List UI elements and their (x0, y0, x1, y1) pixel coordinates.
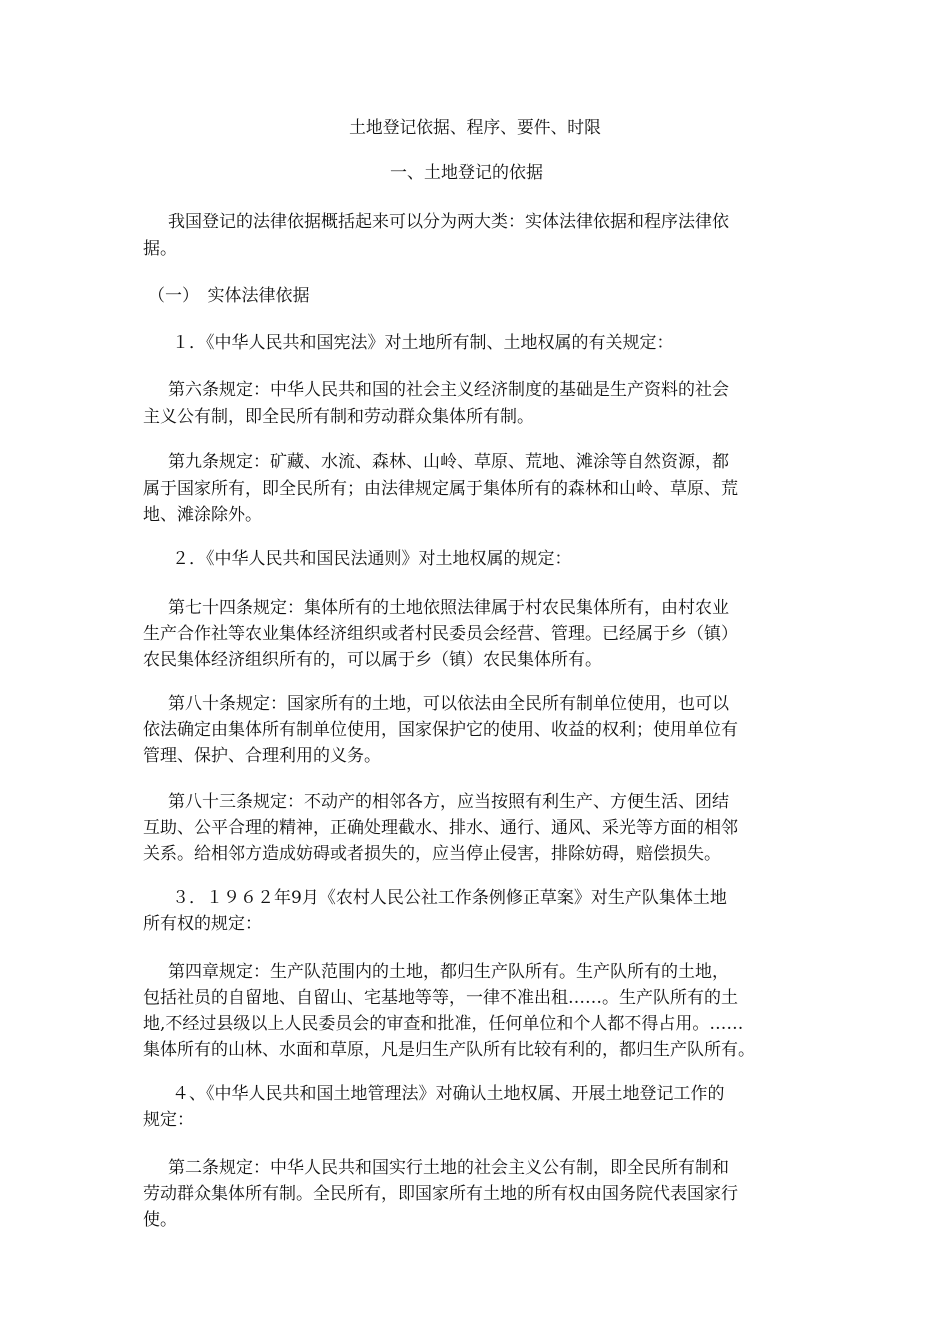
article83-line-2: 互助、公平合理的精神，正确处理截水、排水、通行、通风、采光等方面的相邻 (143, 818, 738, 838)
article2-line-2: 劳动群众集体所有制。全民所有，即国家所有土地的所有权由国务院代表国家行 (143, 1184, 738, 1204)
article6-line-2: 主义公有制，即全民所有制和劳动群众集体所有制。 (143, 407, 534, 427)
article9-line-2: 属于国家所有，即全民所有；由法律规定属于集体所有的森林和山岭、草原、荒 (143, 479, 738, 499)
article83-line-1: 第八十三条规定：不动产的相邻各方，应当按照有利生产、方便生活、团结 (168, 792, 729, 812)
section-heading: 一、土地登记的依据 (390, 163, 543, 183)
item2-heading: ２．《中华人民共和国民法通则》对土地权属的规定： (172, 549, 572, 569)
article74-line-2: 生产合作社等农业集体经济组织或者村民委员会经营、管理。已经属于乡（镇） (143, 624, 738, 644)
item3-heading-line-1: ３．１９６２年9月《农村人民公社工作条例修正草案》对生产队集体土地 (172, 888, 727, 908)
article6-line-1: 第六条规定：中华人民共和国的社会主义经济制度的基础是生产资料的社会 (168, 380, 729, 400)
intro-line-1: 我国登记的法律依据概括起来可以分为两大类：实体法律依据和程序法律依 (168, 212, 729, 232)
article80-line-2: 依法确定由集体所有制单位使用，国家保护它的使用、收益的权利；使用单位有 (143, 720, 738, 740)
article83-line-3: 关系。给相邻方造成妨碍或者损失的，应当停止侵害，排除妨碍，赔偿损失。 (143, 844, 721, 864)
intro-line-2: 据。 (143, 239, 177, 259)
subsection-heading: （一） 实体法律依据 (148, 286, 310, 306)
document-title: 土地登记依据、程序、要件、时限 (349, 117, 601, 137)
chapter4-line-2: 包括社员的自留地、自留山、宅基地等等，一律不准出租……。生产队所有的土 (143, 988, 738, 1008)
item1-heading: １．《中华人民共和国宪法》对土地所有制、土地权属的有关规定： (172, 333, 674, 353)
article74-line-3: 农民集体经济组织所有的，可以属于乡（镇）农民集体所有。 (143, 650, 602, 670)
article2-line-1: 第二条规定：中华人民共和国实行土地的社会主义公有制，即全民所有制和 (168, 1158, 729, 1178)
item4-heading-line-2: 规定： (143, 1110, 194, 1130)
article9-line-3: 地、滩涂除外。 (143, 505, 262, 525)
article2-line-3: 使。 (143, 1210, 177, 1230)
chapter4-line-1: 第四章规定：生产队范围内的土地，都归生产队所有。生产队所有的土地， (168, 962, 729, 982)
chapter4-line-3: 地,不经过县级以上人民委员会的审查和批准，任何单位和个人都不得占用。…… (143, 1014, 744, 1034)
item4-heading-line-1: ４、《中华人民共和国土地管理法》对确认土地权属、开展土地登记工作的 (172, 1084, 725, 1104)
item3-heading-line-2: 所有权的规定： (143, 914, 262, 934)
chapter4-line-4: 集体所有的山林、水面和草原，凡是归生产队所有比较有利的，都归生产队所有。 (143, 1040, 755, 1060)
article9-line-1: 第九条规定：矿藏、水流、森林、山岭、草原、荒地、滩涂等自然资源，都 (168, 452, 729, 472)
article74-line-1: 第七十四条规定：集体所有的土地依照法律属于村农民集体所有，由村农业 (168, 598, 729, 618)
article80-line-3: 管理、保护、合理利用的义务。 (143, 746, 381, 766)
article80-line-1: 第八十条规定：国家所有的土地，可以依法由全民所有制单位使用，也可以 (168, 694, 729, 714)
